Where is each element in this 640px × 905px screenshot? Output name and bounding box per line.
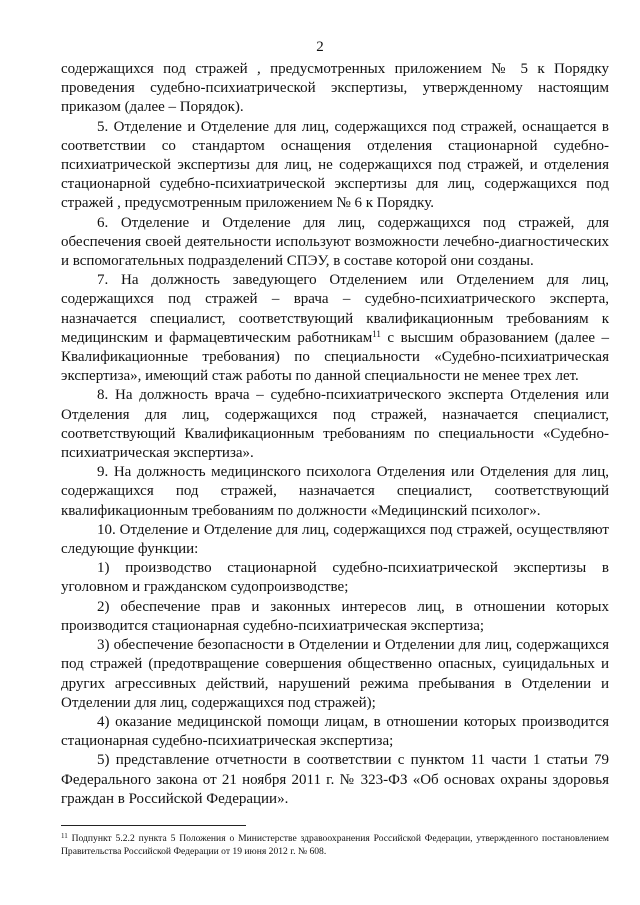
- document-body: [61, 60, 609, 809]
- paragraph: 8. На должность врача – судебно-психиатрического эксперта Отделения или Отделения для лиц, содержащихся под стражей, назначается специалист, соответствующий Квалификационным требованиям по специальности «Судебно-психиатрическая экспертиза».: [61, 387, 609, 462]
- list-item: 3) обеспечение безопасности в Отделении и Отделении для лиц, содержащихся под стражей (предотвращение совершения общественно опасных, суицидальных и других агрессивных действий, нарушений режима пребывания в Отделении и Отделении для лиц, содержащихся под стражей);: [61, 637, 609, 711]
- list-item: 4) оказание медицинской помощи лицам, в отношении которых производится стационарная судебно-психиатрическая экспертиза;: [61, 713, 609, 750]
- paragraph: [61, 271, 609, 386]
- footnote-marker: 11: [61, 832, 68, 840]
- list-item: 1) производство стационарной судебно-психиатрической экспертизы в уголовном и гражданском судопроизводстве;: [61, 560, 609, 596]
- list-item: 2) обеспечение прав и законных интересов лиц, в отношении которых производится стационарная судебно-психиатрическая экспертиза;: [61, 598, 609, 634]
- paragraph-text: 7. На должность заведующего Отделением или Отделением для лиц, содержащихся под стражей – врача – судебно-психиатрического эксперта, назначается специалист, соответствующий квалификационным требованиям к медицинским и фармацевтическим работникам: [61, 272, 609, 346]
- list-item: 5) представление отчетности в соответствии с пунктом 11 части 1 статьи 79 Федерального закона от 21 ноября 2011 г. № 323-ФЗ «Об основах охраны здоровья граждан в Российской Федерации».: [61, 752, 609, 807]
- page-number: 2: [316, 39, 324, 55]
- paragraph: 5. Отделение и Отделение для лиц, содержащихся под стражей, оснащается в соответствии со стандартом оснащения отделения стационарной судебно-психиатрической экспертизы для лиц, не содержащихся под стражей, и отделения стационарной судебно-психиатрической экспертизы для лиц, содержащихся под стражей , предусмотренным приложением № 6 к Порядку.: [61, 118, 609, 212]
- paragraph-text-continued: с высшим образованием (далее – Квалификационные требования) по специальности «Судебно-психиатрическая экспертиза», имеющий стаж работы по данной специальности не менее трех лет.: [61, 329, 609, 385]
- paragraph: 6. Отделение и Отделение для лиц, содержащихся под стражей, для обеспечения своей деятельности используют возможности лечебно-диагностических и вспомогательных подразделений СПЭУ, в составе которой они созданы.: [61, 214, 609, 270]
- footnote: [61, 832, 609, 858]
- paragraph: содержащихся под стражей , предусмотренных приложением № 5 к Порядку проведения судебно-психиатрической экспертизы, утвержденному настоящим приказом (далее – Порядок).: [61, 61, 609, 116]
- paragraph: 10. Отделение и Отделение для лиц, содержащихся под стражей, осуществляют следующие функции:: [61, 521, 609, 558]
- footnote-text: Подпункт 5.2.2 пункта 5 Положения о Министерстве здравоохранения Российской Федерации, утвержденного постановлением Правительства Российской Федерации от 19 июня 2012 г. № 608.: [61, 833, 609, 857]
- footnote-reference: 11: [372, 328, 381, 339]
- paragraph: 9. На должность медицинского психолога Отделения или Отделения для лиц, содержащихся под стражей, назначается специалист, соответствующий квалификационным требованиям по должности «Медицинский психолог».: [61, 464, 609, 519]
- footnote-divider: [61, 825, 246, 826]
